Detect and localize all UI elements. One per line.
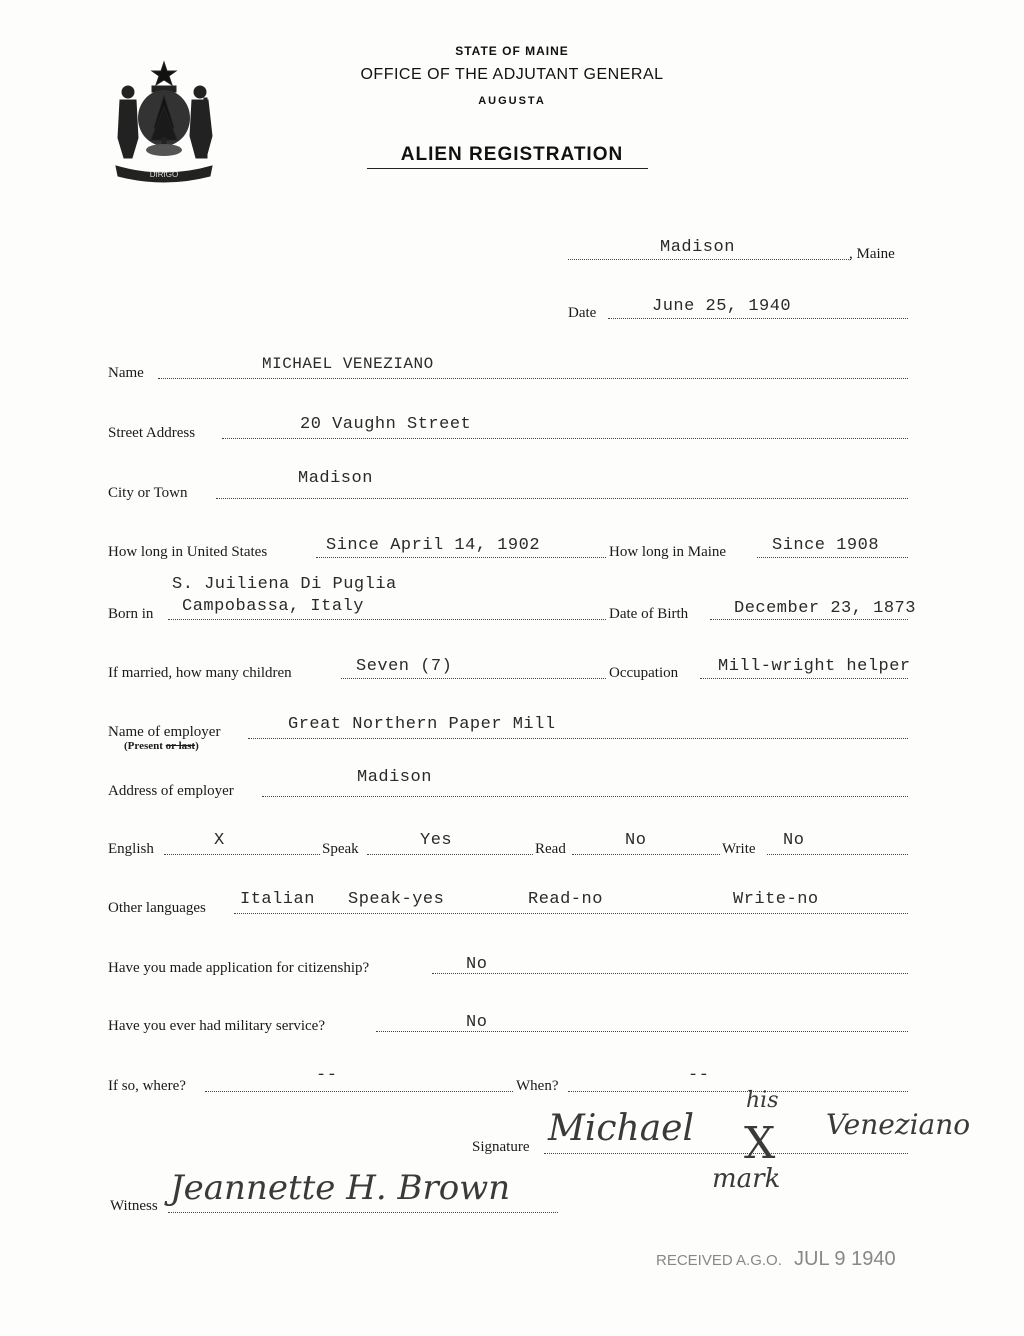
english-label: English <box>108 841 154 857</box>
name-label: Name <box>108 365 144 381</box>
city-value: Madison <box>298 469 373 488</box>
read-line <box>572 854 720 855</box>
employer-value: Great Northern Paper Mill <box>288 715 556 734</box>
write-line <box>767 854 908 855</box>
received-stamp-date: JUL 9 1940 <box>794 1248 896 1270</box>
occupation-value: Mill-wright helper <box>718 657 911 676</box>
street-value: 20 Vaughn Street <box>300 415 472 434</box>
employer-note-end: ) <box>195 740 199 752</box>
dob-value: December 23, 1873 <box>734 599 916 618</box>
maine-label: , Maine <box>849 246 895 262</box>
when-label: When? <box>516 1078 559 1094</box>
date-line <box>608 318 908 319</box>
born-in-label: Born in <box>108 606 154 622</box>
document-title: ALIEN REGISTRATION <box>400 144 624 165</box>
employer-note-present: (Present <box>124 740 166 752</box>
signature-his: his <box>746 1088 779 1113</box>
employer-note <box>124 740 199 752</box>
header-city: AUGUSTA <box>478 95 546 107</box>
how-long-maine-label: How long in Maine <box>609 544 727 560</box>
born-in-value-2: Campobassa, Italy <box>182 597 364 616</box>
city-label: City or Town <box>108 485 188 501</box>
children-value: Seven (7) <box>356 657 453 676</box>
occupation-label: Occupation <box>609 665 679 681</box>
town-value: Madison <box>660 238 735 257</box>
street-label: Street Address <box>108 425 196 441</box>
header-office: OFFICE OF THE ADJUTANT GENERAL <box>360 66 664 83</box>
other-read-value: Read-no <box>528 890 603 909</box>
other-languages-line <box>234 913 908 914</box>
citizenship-value: No <box>466 955 488 974</box>
signature-last-name: Veneziano <box>826 1108 971 1141</box>
name-line <box>158 378 908 379</box>
military-line <box>376 1031 908 1032</box>
how-long-us-label: How long in United States <box>108 544 268 560</box>
how-long-us-value: Since April 14, 1902 <box>326 536 541 555</box>
other-languages-label: Other languages <box>108 900 206 916</box>
children-line <box>341 678 606 679</box>
received-stamp-text: RECEIVED A.G.O. <box>656 1252 782 1269</box>
military-value: No <box>466 1013 488 1032</box>
signature-mark: mark <box>712 1164 781 1194</box>
occupation-line <box>700 678 908 679</box>
english-line <box>164 854 320 855</box>
read-label: Read <box>535 841 566 857</box>
witness-line <box>168 1212 558 1213</box>
english-value: X <box>214 831 225 850</box>
where-line <box>205 1091 513 1092</box>
signature-first-name: Michael <box>548 1108 695 1149</box>
other-lang-value: Italian <box>240 890 315 909</box>
employer-note-struck: or last <box>165 740 196 752</box>
dob-line <box>710 619 908 620</box>
title-underline <box>367 168 648 169</box>
city-line <box>216 498 908 499</box>
where-label: If so, where? <box>108 1078 186 1094</box>
write-label: Write <box>722 841 756 857</box>
born-in-line <box>168 619 606 620</box>
seal-motto: DIRIGO <box>149 170 179 179</box>
employer-address-label: Address of employer <box>108 783 234 799</box>
signature-mark-x: X <box>744 1118 776 1169</box>
write-value: No <box>783 831 805 850</box>
how-long-maine-line <box>757 557 908 558</box>
date-value: June 25, 1940 <box>652 297 792 316</box>
military-label: Have you ever had military service? <box>108 1018 325 1034</box>
street-line <box>222 438 908 439</box>
employer-address-line <box>262 796 908 797</box>
dob-label: Date of Birth <box>609 606 689 622</box>
how-long-maine-value: Since 1908 <box>772 536 880 555</box>
born-in-value-1: S. Juiliena Di Puglia <box>172 575 397 594</box>
header-state: STATE OF MAINE <box>455 44 569 58</box>
employer-label: Name of employer <box>108 724 221 740</box>
citizenship-line <box>432 973 908 974</box>
speak-line <box>367 854 533 855</box>
date-label: Date <box>568 305 597 321</box>
read-value: No <box>625 831 647 850</box>
when-value: -- <box>688 1066 710 1085</box>
speak-label: Speak <box>322 841 359 857</box>
employer-line <box>248 738 908 739</box>
how-long-us-line <box>316 557 606 558</box>
received-stamp <box>656 1248 896 1271</box>
where-value: -- <box>316 1066 338 1085</box>
employer-address-value: Madison <box>357 768 432 787</box>
citizenship-label: Have you made application for citizenship? <box>108 960 370 976</box>
town-line <box>568 259 851 260</box>
witness-label: Witness <box>110 1198 158 1214</box>
children-label: If married, how many children <box>108 665 292 681</box>
name-value: MICHAEL VENEZIANO <box>262 355 434 373</box>
speak-value: Yes <box>420 831 453 850</box>
other-write-value: Write-no <box>733 890 819 909</box>
witness-signature: Jeannette H. Brown <box>170 1168 511 1208</box>
when-line <box>568 1091 908 1092</box>
other-speak-value: Speak-yes <box>348 890 445 909</box>
signature-label: Signature <box>472 1139 530 1155</box>
signature-line <box>544 1153 908 1154</box>
